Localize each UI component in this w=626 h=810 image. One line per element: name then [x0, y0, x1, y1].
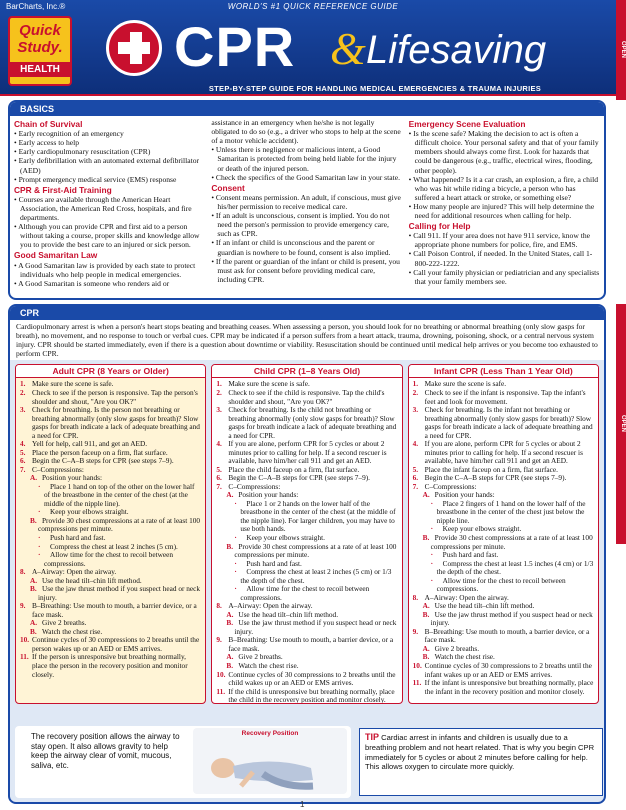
- step-number: ·: [38, 533, 41, 542]
- step-text: Provide 30 chest compressions at a rate of at least 100 compressions per minute.: [430, 533, 593, 551]
- step-text: Position your hands:: [238, 490, 299, 500]
- step-item: [20, 653, 201, 679]
- step-text: Provide 30 chest compressions at a rate of at least 100 compressions per minute.: [234, 541, 397, 560]
- step-number: 10.: [412, 660, 422, 670]
- step-text: C–Compressions:: [32, 464, 84, 474]
- child-cpr-column: [211, 364, 402, 704]
- step-text: Check to see if the child is responsive. Tap the child's shoulder and shout, "Are you OK?": [228, 387, 385, 406]
- child-cpr-heading: Child CPR (1–8 Years Old): [212, 365, 401, 378]
- list-item: • Early recognition of an emergency: [14, 129, 205, 138]
- step-text: Place the person faceup on a firm, flat surface.: [32, 447, 168, 457]
- step-number: 5.: [20, 447, 26, 457]
- title-ampersand: &: [330, 23, 366, 74]
- step-number: A.: [422, 643, 430, 653]
- step-text: Check to see if the person is responsive. Tap the person's shoulder and shout, "Are you OK?": [32, 387, 198, 406]
- step-number: A.: [30, 618, 38, 628]
- adult-cpr-column: [15, 364, 206, 704]
- step-text: If you are alone, perform CPR for 5 cycles or about 2 minutes prior to calling for help. If a second rescuer is available, have him/her call 911 and get an AED.: [228, 439, 387, 466]
- step-item: [413, 611, 594, 628]
- step-text: Use the jaw thrust method if you suspect head or neck injury.: [234, 618, 397, 636]
- step-text: A–Airway: Open the airway.: [228, 601, 313, 611]
- step-number: 6.: [216, 473, 222, 483]
- samaritan-heading: Good Samaritan Law: [14, 250, 98, 261]
- step-text: Give 2 breaths.: [238, 652, 283, 662]
- step-number: 1.: [412, 379, 419, 389]
- step-item: [216, 543, 397, 560]
- page-subtitle: STEP-BY-STEP GUIDE FOR HANDLING MEDICAL EMERGENCIES & TRAUMA INJURIES: [208, 84, 542, 93]
- step-number: ·: [38, 550, 41, 560]
- step-text: Begin the C–A–B steps for CPR (see steps 7–9).: [228, 473, 371, 483]
- step-number: ·: [234, 584, 237, 594]
- person-lying-icon: [193, 728, 347, 794]
- step-number: 2.: [216, 387, 222, 397]
- samaritan-continued: assistance in an emergency when he/she is not legally obligated to do so (e.g., a driver who stops to help at the scene of a motor vehicle accident).: [211, 118, 401, 146]
- step-text: Give 2 breaths.: [42, 618, 87, 628]
- step-number: ·: [430, 524, 434, 534]
- step-text: Watch the chest rise.: [434, 652, 495, 662]
- step-number: 7.: [412, 481, 419, 491]
- step-number: 10.: [216, 669, 226, 679]
- step-item: [216, 389, 397, 406]
- step-number: A.: [422, 601, 430, 611]
- step-item: [20, 585, 201, 602]
- step-number: B.: [226, 541, 234, 551]
- step-text: Begin the C–A–B steps for CPR (see steps 7–9).: [32, 456, 174, 466]
- step-number: B.: [422, 609, 430, 619]
- list-item: • Consent means permission. An adult, if conscious, must give his/her permission to receive medical care.: [211, 193, 402, 211]
- step-number: 2.: [412, 387, 419, 397]
- step-item: [216, 500, 397, 534]
- step-item: [216, 671, 397, 688]
- step-number: A.: [226, 652, 234, 662]
- step-number: 2.: [20, 387, 26, 397]
- step-number: B.: [226, 660, 234, 670]
- step-number: 4.: [216, 439, 222, 449]
- list-item: • Early cardiopulmonary resuscitation (CPR): [14, 147, 205, 156]
- step-number: ·: [430, 498, 434, 508]
- step-text: Place 2 fingers of 1 hand on the lower half of the breastbone in the center of the chest just below the nipple line.: [436, 498, 586, 525]
- step-number: ·: [38, 541, 41, 551]
- logo-line3: HEALTH: [10, 62, 70, 77]
- step-number: B.: [422, 533, 430, 542]
- step-number: 8.: [216, 601, 222, 611]
- step-number: B.: [226, 618, 234, 628]
- step-text: C–Compressions:: [424, 481, 477, 491]
- list-item: • Check the specifics of the Good Samaritan law in your state.: [211, 173, 402, 182]
- step-text: Push hard and fast.: [442, 550, 499, 560]
- step-number: ·: [38, 507, 41, 517]
- step-number: 8.: [20, 567, 26, 577]
- step-text: Make sure the scene is safe.: [424, 379, 507, 389]
- basics-section: [8, 100, 606, 300]
- adult-cpr-heading: Adult CPR (8 Years or Older): [16, 365, 205, 378]
- step-number: 6.: [412, 473, 419, 483]
- step-number: ·: [38, 481, 41, 491]
- step-number: 9.: [412, 626, 419, 636]
- list-item: • Although you can provide CPR and first aid to a person without taking a course, proper skills and knowledge allow you to provide the best care to an injured or sick person.: [14, 222, 205, 249]
- step-number: 4.: [20, 439, 26, 449]
- step-text: Keep your elbows straight.: [50, 507, 129, 517]
- basics-heading: BASICS: [10, 102, 604, 116]
- step-text: Keep your elbows straight.: [442, 524, 522, 534]
- list-item: • If an infant or child is unconscious and the parent or guardian is nowhere to be found, consent is also implied.: [211, 238, 402, 256]
- step-number: ·: [234, 533, 237, 542]
- infant-cpr-heading: Infant CPR (Less Than 1 Year Old): [409, 365, 598, 378]
- step-number: A.: [226, 609, 234, 619]
- step-number: ·: [430, 550, 434, 560]
- step-number: 7.: [216, 481, 222, 491]
- tip-label: TIP: [365, 732, 380, 742]
- cpr-section: [8, 304, 606, 804]
- step-text: If the person is unresponsive but breathing normally, place the person in the recovery position and monitor closely.: [32, 652, 188, 679]
- quickstudy-logo: [8, 16, 72, 86]
- recovery-text: The recovery position allows the airway to stay open. It also allows gravity to help keep the airway clear of vomit, mucous, saliva, etc.: [31, 732, 180, 770]
- publisher: BarCharts, Inc.®: [6, 2, 66, 11]
- step-text: Allow time for the chest to recoil between compressions.: [436, 575, 566, 594]
- recovery-position-illustration: [193, 728, 347, 794]
- step-number: 5.: [216, 464, 222, 474]
- step-item: [413, 560, 594, 577]
- step-number: ·: [430, 575, 434, 585]
- child-steps: [212, 378, 401, 704]
- basics-col-3: [409, 118, 600, 288]
- step-number: 7.: [20, 464, 26, 474]
- step-item: [216, 440, 397, 466]
- step-item: [216, 636, 397, 653]
- step-text: Begin the C–A–B steps for CPR (see steps 7–9).: [424, 473, 567, 483]
- list-item: • Call 911. If your area does not have 911 service, know the appropriate phone numbers for police, fire, and EMS.: [409, 231, 600, 249]
- adult-steps: [16, 378, 205, 681]
- step-text: Check for breathing. Is the infant not breathing or breathing abnormally (only slow gasps for breath)? Slow gasps for breath indicate a lack of adequate breathing and a need for CPR.: [424, 405, 593, 440]
- step-number: 11.: [216, 686, 226, 696]
- step-text: If the infant is unresponsive but breathing normally, place the infant in the recovery position and monitor closely.: [424, 678, 594, 696]
- step-text: Position your hands:: [434, 490, 495, 500]
- step-text: Continue cycles of 30 compressions to 2 breaths until the person wakes up or an AED or EMS arrives.: [32, 635, 200, 653]
- scene-evaluation-heading: Emergency Scene Evaluation: [408, 119, 526, 129]
- list-item: • Courses are available through the American Heart Association, the American Red Cross, hospitals, and fire departments.: [14, 195, 205, 222]
- step-number: 3.: [412, 405, 419, 415]
- basics-col-2: [211, 118, 402, 288]
- step-item: [216, 688, 397, 705]
- step-text: Continue cycles of 30 compressions to 2 breaths until the infant wakes up or an AED or EMS arrives.: [424, 660, 592, 679]
- step-number: ·: [234, 558, 237, 568]
- basics-col-1: [14, 118, 205, 288]
- tagline: WORLD'S #1 QUICK REFERENCE GUIDE: [227, 2, 399, 11]
- step-number: ·: [430, 558, 434, 568]
- step-text: If the child is unresponsive but breathing normally, place the child in the recovery position and monitor closely.: [228, 686, 395, 705]
- step-number: ·: [234, 567, 237, 577]
- consent-heading: Consent: [211, 182, 245, 193]
- step-text: Use the jaw thrust method if you suspect head or neck injury.: [430, 609, 593, 628]
- step-item: [413, 534, 594, 551]
- list-item: • Call Poison Control, if needed. In the United States, call 1-800-222-1222.: [409, 249, 600, 267]
- step-item: [413, 628, 594, 645]
- recovery-caption: Recovery Position: [241, 730, 299, 737]
- step-text: Use the head tilt–chin lift method.: [238, 609, 339, 619]
- step-item: [20, 517, 201, 534]
- step-number: A.: [422, 490, 430, 500]
- step-text: B–Breathing: Use mouth to mouth, a barrier device, or a face mask.: [32, 601, 197, 619]
- list-item: • Unless there is negligence or malicious intent, a Good Samaritan is protected from being held liable for the injury or death of the injured person.: [211, 145, 402, 172]
- step-number: 9.: [216, 635, 222, 645]
- step-number: ·: [234, 498, 237, 508]
- header-banner: [0, 0, 626, 96]
- step-number: 3.: [20, 405, 26, 415]
- step-item: [20, 406, 201, 440]
- step-number: B.: [30, 626, 37, 636]
- step-text: C–Compressions:: [228, 481, 281, 491]
- step-text: Compress the chest at least 2 inches (5 cm) or 1/3 the depth of the chest.: [240, 567, 392, 585]
- open-tab: OPEN: [616, 0, 626, 100]
- step-item: [413, 662, 594, 679]
- step-text: Make sure the scene is safe.: [228, 379, 310, 389]
- step-item: [216, 619, 397, 636]
- step-text: Use the head tilt–chin lift method.: [42, 575, 142, 585]
- step-text: Continue cycles of 30 compressions to 2 breaths until the child wakes up or an AED or EMS arrives.: [228, 669, 396, 688]
- step-item: [20, 389, 201, 406]
- list-item: • A Good Samaritan law is provided by each state to protect individuals who help people in medical emergencies.: [14, 261, 205, 279]
- step-item: [216, 585, 397, 602]
- step-item: [20, 551, 201, 568]
- recovery-position-box: [15, 726, 351, 798]
- list-item: • Is the scene safe? Making the decision to act is often a difficult choice. Your personal safety and that of your family members should always come first. Look for hazards that could be dangerous (e.g., traffic, electrical wires, flooding, other people).: [409, 129, 600, 175]
- step-item: [413, 679, 594, 696]
- step-number: 3.: [216, 405, 222, 415]
- step-number: 1.: [20, 379, 26, 389]
- step-text: B–Breathing: Use mouth to mouth, a barrier device, or a face mask.: [228, 635, 394, 653]
- step-number: 4.: [412, 439, 419, 449]
- step-number: A.: [226, 490, 234, 500]
- step-text: Compress the chest at least 1.5 inches (4 cm) or 1/3 the depth of the chest.: [436, 558, 594, 577]
- step-item: [413, 500, 594, 526]
- infant-steps: [409, 378, 598, 698]
- step-text: Use the head tilt–chin lift method.: [434, 601, 535, 611]
- step-number: 8.: [412, 592, 419, 602]
- training-heading: CPR & First-Aid Training: [14, 184, 112, 195]
- list-item: • What happened? Is it a car crash, an explosion, a fire, a child who was hit while riding a bicycle, a person who has suffered a heart attack or stroke, or something else?: [409, 175, 600, 202]
- step-text: If you are alone, perform CPR for 5 cycles or about 2 minutes prior to calling for help. If a second rescuer is available, have him/her call 911 and get an AED.: [424, 439, 583, 466]
- step-text: Provide 30 chest compressions at a rate of at least 100 compressions per minute.: [38, 515, 201, 534]
- step-number: 9.: [20, 601, 26, 611]
- cpr-intro: Cardiopulmonary arrest is when a person's heart stops beating and breathing ceases. When assessing a person, you should look for no breathing or abnormal breathing (only slow gasps for breath), no movement, and no response to touch or verbal cues. CPR may be indicated if a person suffers from a heart attack, trauma, drowning, poisoning, shock, or a central nervous system injury. CPR should be started immediately, even if there is a question about downtime or viability. Resuscitation should be continued until medical help arrives or you become too exhausted to perform CPR.: [10, 320, 604, 360]
- step-text: Check for breathing. Is the child not breathing or breathing abnormally (only slow gasps for breath)? Slow gasps for breath indicate a lack of adequate breathing and a need for CPR.: [228, 405, 397, 440]
- list-item: • How many people are injured? This will help determine the need for additional resources when calling for help.: [409, 202, 600, 220]
- step-text: Use the jaw thrust method if you suspect head or neck injury.: [38, 584, 201, 602]
- open-tab-lower: OPEN: [616, 304, 626, 544]
- step-item: [20, 483, 201, 509]
- step-text: Give 2 breaths.: [434, 643, 480, 653]
- step-text: Keep your elbows straight.: [246, 533, 325, 542]
- step-number: A.: [30, 473, 38, 483]
- cpr-heading: CPR: [10, 306, 604, 320]
- step-number: B.: [30, 515, 37, 525]
- step-item: [413, 577, 594, 594]
- list-item: • A Good Samaritan is someone who renders aid or: [14, 279, 205, 288]
- step-text: Place 1 or 2 hands on the lower half of the breastbone in the center of the chest (at the middle of the nipple line). For larger children, you may have to use both hands.: [240, 498, 396, 534]
- step-text: Place the infant faceup on a firm, flat surface.: [424, 464, 558, 474]
- step-number: B.: [422, 652, 430, 662]
- step-number: 6.: [20, 456, 26, 466]
- step-item: [413, 440, 594, 466]
- step-text: Check to see if the infant is responsive. Tap the infant's feet and look for movement.: [424, 387, 586, 406]
- step-text: Place the child faceup on a firm, flat surface.: [228, 464, 360, 474]
- step-number: 11.: [412, 678, 422, 688]
- step-text: Check for breathing. Is the person not breathing or breathing abnormally (only slow gasps for breath)? Slow gasps for breath indicate a lack of adequate breathing and a need for CPR.: [32, 405, 200, 440]
- step-text: A–Airway: Open the airway.: [32, 567, 117, 577]
- step-text: Allow time for the chest to recoil between compressions.: [240, 584, 370, 602]
- step-item: [20, 602, 201, 619]
- step-number: 10.: [20, 635, 30, 645]
- step-text: Position your hands:: [42, 473, 102, 483]
- page-title-sub: Lifesaving: [366, 28, 547, 72]
- medical-cross-icon: [106, 20, 162, 76]
- step-text: A–Airway: Open the airway.: [424, 592, 509, 602]
- step-text: Watch the chest rise.: [42, 626, 103, 636]
- tip-box: [359, 728, 603, 796]
- step-number: 5.: [412, 464, 419, 474]
- list-item: • Early access to help: [14, 138, 205, 147]
- chain-of-survival-heading: Chain of Survival: [14, 119, 83, 129]
- step-text: Allow time for the chest to recoil between compressions.: [44, 550, 173, 568]
- step-number: B.: [30, 584, 37, 594]
- step-item: [413, 389, 594, 406]
- step-text: Push hard and fast.: [50, 533, 106, 542]
- list-item: • Early defibrillation with an automated external defibrillator (AED): [14, 156, 205, 174]
- list-item: • If the parent or guardian of the infant or child is present, you must ask for consent before providing medical care, including CPR.: [211, 257, 402, 284]
- list-item: • Call your family physician or pediatrician and any specialists that your family members see.: [409, 268, 600, 286]
- list-item: • If an adult is unconscious, consent is implied. You do not need the person's permission to provide emergency care, such as CPR.: [211, 211, 402, 238]
- page-title: CPR: [174, 15, 296, 78]
- logo-line1: Quick: [19, 22, 61, 39]
- step-text: Make sure the scene is safe.: [32, 379, 114, 389]
- step-number: A.: [30, 575, 38, 585]
- tip-text: Cardiac arrest in infants and children is usually due to a breathing problem and not heart related. That is why you begin CPR immediately for 5 cycles or about 2 minutes before calling for help. This allows oxygen to circulate more quickly.: [365, 733, 595, 772]
- step-number: 11.: [20, 652, 29, 662]
- step-text: Push hard and fast.: [246, 558, 302, 568]
- step-item: [216, 568, 397, 585]
- step-text: Yell for help, call 911, and get an AED.: [32, 439, 148, 449]
- step-number: 1.: [216, 379, 222, 389]
- page-number: 1: [300, 800, 305, 809]
- list-item: • Prompt emergency medical service (EMS) response: [14, 175, 205, 184]
- logo-line2: Study.: [17, 39, 63, 56]
- step-text: Watch the chest rise.: [238, 660, 299, 670]
- step-item: [20, 636, 201, 653]
- step-text: B–Breathing: Use mouth to mouth, a barrier device, or a face mask.: [424, 626, 590, 645]
- step-text: Compress the chest at least 2 inches (5 cm).: [50, 541, 178, 551]
- infant-cpr-column: [408, 364, 599, 704]
- step-item: [216, 406, 397, 440]
- step-text: Place 1 hand on top of the other on the lower half of the breastbone in the center of the chest (at the middle of the nipple line).: [44, 481, 195, 508]
- step-item: [413, 406, 594, 440]
- calling-for-help-heading: Calling for Help: [408, 221, 471, 232]
